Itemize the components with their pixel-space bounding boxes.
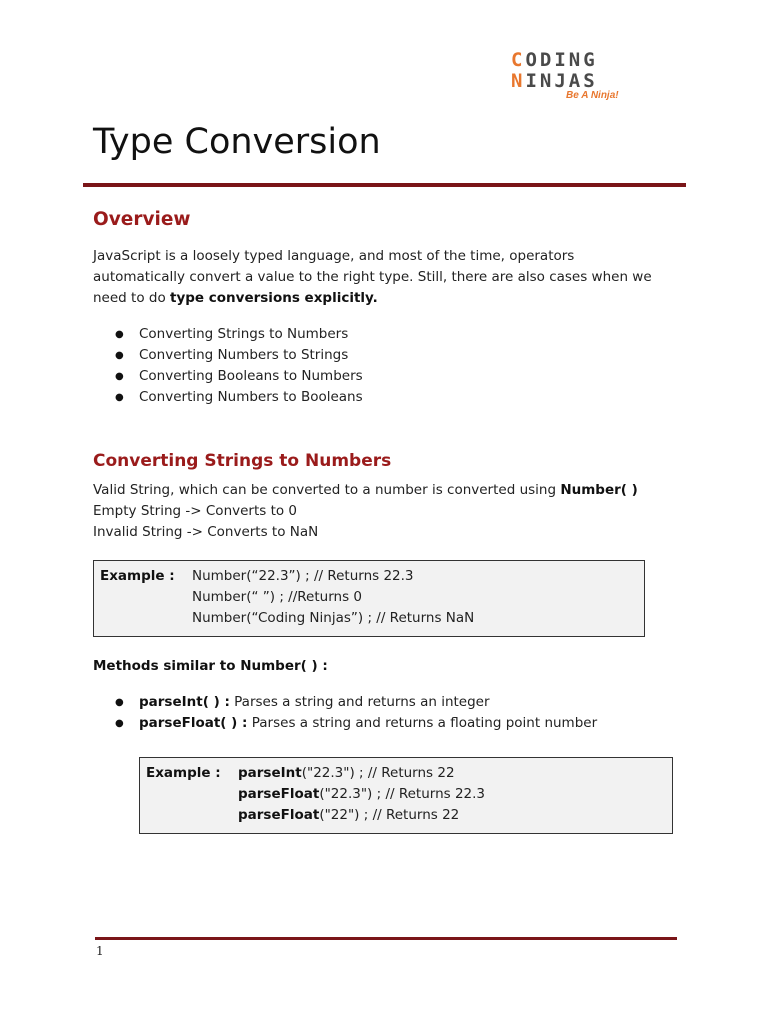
code-line: parseFloat("22") ; // Returns 22 <box>238 807 460 823</box>
page-title: Type Conversion <box>93 122 381 162</box>
code-line: parseFloat("22.3") ; // Returns 22.3 <box>238 786 486 802</box>
strings-to-numbers-heading: Converting Strings to Numbers <box>93 451 392 471</box>
valid-string-line: Valid String, which can be converted to a number is converted using Number( ) <box>93 482 638 498</box>
title-divider <box>83 183 686 187</box>
list-item: ● Converting Booleans to Numbers <box>93 366 363 387</box>
code-line: Number(“22.3”) ; // Returns 22.3 <box>192 568 414 584</box>
invalid-string-line: Invalid String -> Converts to NaN <box>93 524 319 540</box>
method-item-parseint: ● parseInt( ) : Parses a string and returns an integer <box>93 692 597 713</box>
example-box-number <box>93 560 645 637</box>
page-number: 1 <box>96 944 104 958</box>
code-line: Number(“ ”) ; //Returns 0 <box>192 589 362 605</box>
logo-line-2: NINJAS <box>511 70 598 92</box>
logo-line-1: CODING <box>511 49 598 71</box>
list-item: ● Converting Strings to Numbers <box>93 324 363 345</box>
code-line: Number(“Coding Ninjas”) ; // Returns NaN <box>192 610 475 626</box>
methods-list <box>93 692 597 734</box>
code-line: parseInt("22.3") ; // Returns 22 <box>238 765 455 781</box>
method-item-parsefloat: ● parseFloat( ) : Parses a string and returns a floating point number <box>93 713 597 734</box>
footer-divider <box>95 937 677 940</box>
list-item: ● Converting Numbers to Strings <box>93 345 363 366</box>
example-box-parse <box>139 757 673 834</box>
empty-string-line: Empty String -> Converts to 0 <box>93 503 298 519</box>
overview-heading: Overview <box>93 209 191 230</box>
methods-heading: Methods similar to Number( ) : <box>93 658 328 674</box>
list-item: ● Converting Numbers to Booleans <box>93 387 363 408</box>
overview-bullet-list <box>93 324 363 408</box>
logo-tagline: Be A Ninja! <box>566 90 619 101</box>
coding-ninjas-logo <box>511 50 631 102</box>
example-label: Example : <box>146 765 221 781</box>
example-label: Example : <box>100 568 175 584</box>
overview-paragraph: JavaScript is a loosely typed language, and most of the time, operators automatically convert a value to the right type. Still, there are also cases when we need to do type conversions explicitly. <box>93 248 652 306</box>
